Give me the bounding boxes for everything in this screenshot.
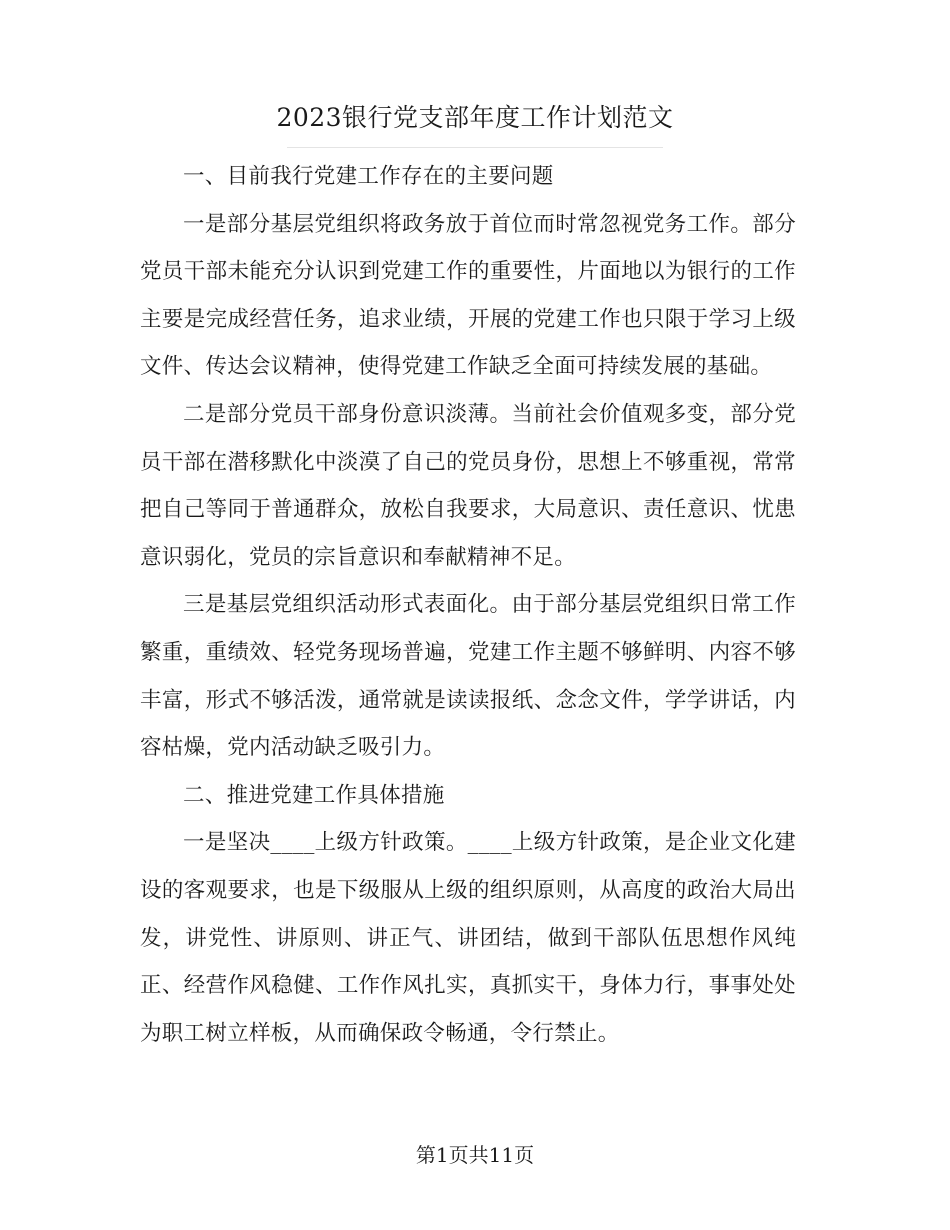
paragraph: 二是部分党员干部身份意识淡薄。当前社会价值观多变，部分党员干部在潜移默化中淡漠了自己的党员身份，思想上不够重视，常常把自己等同于普通群众，放松自我要求，大局意识、责任意识、忧患意识弱化，党员的宗旨意识和奉献精神不足。 [140,401,796,570]
paragraph: 一是部分基层党组织将政务放于首位而时常忽视党务工作。部分党员干部未能充分认识到党建工作的重要性，片面地以为银行的工作主要是完成经营任务，追求业绩，开展的党建工作也只限于学习上级文件、传达会议精神，使得党建工作缺乏全面可持续发展的基础。 [140,211,796,380]
paragraph: 一是坚决____上级方针政策。____上级方针政策，是企业文化建设的客观要求，也是下级服从上级的组织原则，从高度的政治大局出发，讲党性、讲原则、讲正气、讲团结，做到干部队伍思想作风纯正、经营作风稳健、工作作风扎实，真抓实干，身体力行，事事处处为职工树立样板，从而确保政令畅通，令行禁止。 [140,830,796,1046]
document-body [140,153,796,1057]
page-number-footer: 第1页共11页 [415,1143,535,1167]
document-title: 2023银行党支部年度工作计划范文 [276,103,674,132]
paragraph: 三是基层党组织活动形式表面化。由于部分基层党组织日常工作繁重，重绩效、轻党务现场普遍，党建工作主题不够鲜明、内容不够丰富，形式不够活泼，通常就是读读报纸、念念文件，学学讲话，内容枯燥，党内活动缺乏吸引力。 [140,592,796,761]
section-heading-2: 二、推进党建工作具体措施 [183,782,445,808]
section-heading-1: 一、目前我行党建工作存在的主要问题 [183,164,554,189]
title-divider [287,147,663,148]
